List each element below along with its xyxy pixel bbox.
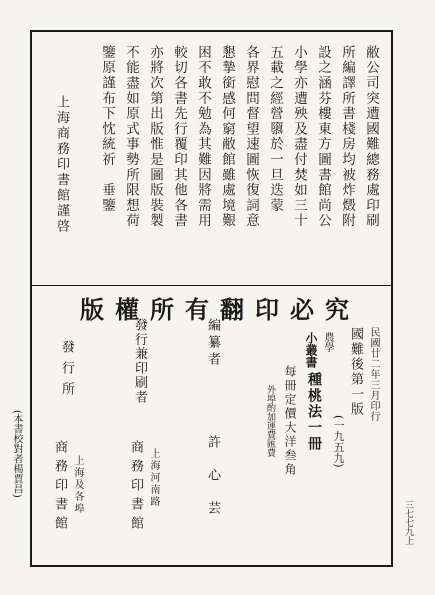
page-number: 三七七九上 [403, 500, 413, 545]
publisher-label: 發行兼印刷者 [132, 318, 147, 405]
series-name: 小叢書 [304, 332, 318, 368]
publisher-address: 上海河南路 [148, 448, 159, 508]
editor-name: 許心芸 [205, 435, 220, 534]
book-number: (一九五九) [332, 415, 345, 468]
publisher-name: 商務印書館 [128, 440, 143, 535]
series-prefix: 農學 [322, 332, 333, 352]
price: 每冊定價大洋叁角 [283, 365, 297, 477]
distributor-label: 發行所 [59, 340, 74, 403]
proofreader-note: (本書校對者楊賈昌) [11, 410, 22, 498]
book-title: 種桃法一冊 [306, 372, 322, 452]
notice-line-9: 較切各書先行覆印其他各書 [171, 45, 187, 229]
notice-line-11: 不能盡如原式事勢所限想荷 [123, 45, 139, 229]
editor-label: 編纂者 [205, 318, 220, 369]
edition-label: 國難後第一版 [348, 327, 363, 417]
notice-line-2: 所編譯所書棧房均被炸燬附 [339, 45, 355, 229]
notice-line-5: 五載之經營隳於一旦迭蒙 [267, 45, 283, 214]
print-date: 民國廿二年三月印行 [368, 327, 379, 422]
notice-line-4: 小學亦遭殃及盡付焚如三十 [291, 45, 307, 229]
notice-line-10: 亦將次第出版惟是圖版裝製 [147, 45, 163, 229]
section-divider [30, 285, 393, 286]
copyright-banner-text: 版權所有翻印必究 [80, 295, 360, 324]
notice-line-7: 懇摯銜感何窮敝館雖處境艱 [219, 45, 235, 229]
notice-line-3: 設之涵芬樓東方圖書館尚公 [315, 45, 331, 229]
postage-note: 外埠酌加運費匯費 [265, 385, 275, 457]
distributor-name: 商務印書館 [52, 440, 67, 535]
notice-line-6: 各界慰問督望速圖恢復詞意 [243, 45, 259, 229]
distributor-address: 上海及各埠 [72, 455, 83, 515]
notice-signature: 上海商務印書館謹啓 [54, 95, 69, 235]
notice-line-1: 敝公司突遭國難總務處印刷 [363, 45, 379, 229]
notice-line-8: 困不敢不勉為其難因將需用 [195, 45, 211, 229]
notice-line-12: 鑒原謹布下忱統祈 垂鑒 [99, 45, 115, 214]
